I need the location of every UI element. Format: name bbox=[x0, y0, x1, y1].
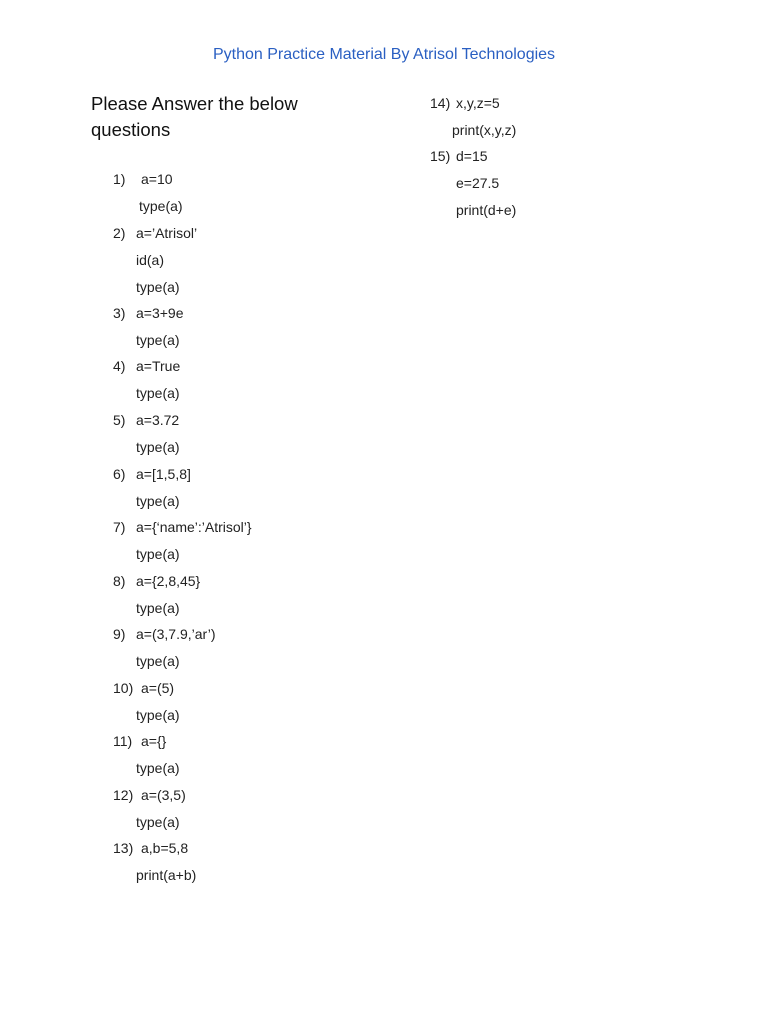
instructions-heading: Please Answer the below questions bbox=[91, 93, 298, 140]
code-line: type(a) bbox=[139, 198, 183, 214]
question-2 bbox=[113, 225, 198, 305]
code-line: print(a+b) bbox=[136, 867, 197, 883]
question-13 bbox=[113, 840, 197, 904]
code-line: a=(3,5) bbox=[141, 787, 186, 803]
code-line: a=’Atrisol’ bbox=[136, 225, 198, 241]
code-line: print(x,y,z) bbox=[452, 122, 517, 138]
question-number: 9) bbox=[113, 626, 126, 642]
code-line: a={‘name’:’Atrisol’} bbox=[136, 519, 252, 535]
code-line: a={2,8,45} bbox=[136, 573, 201, 589]
code-line: type(a) bbox=[136, 493, 180, 509]
code-line: a=True bbox=[136, 358, 181, 374]
document-title: Python Practice Material By Atrisol Technologies bbox=[212, 46, 556, 63]
code-line: d=15 bbox=[456, 148, 488, 164]
code-line: type(a) bbox=[136, 760, 180, 776]
code-line: a=(5) bbox=[141, 680, 175, 696]
question-number: 5) bbox=[113, 412, 126, 428]
code-line: type(a) bbox=[136, 600, 180, 616]
question-15 bbox=[430, 148, 517, 228]
code-line: a={} bbox=[141, 733, 167, 749]
code-line: a=(3,7.9,’ar’) bbox=[136, 626, 216, 642]
code-line: type(a) bbox=[136, 653, 180, 669]
question-number: 13) bbox=[113, 840, 134, 856]
question-number: 10) bbox=[113, 680, 134, 696]
code-line: type(a) bbox=[136, 385, 180, 401]
code-line: type(a) bbox=[136, 439, 180, 455]
code-line: type(a) bbox=[136, 707, 180, 723]
question-number: 14) bbox=[430, 95, 451, 111]
code-line: a=3.72 bbox=[136, 412, 180, 428]
code-line: type(a) bbox=[136, 546, 180, 562]
code-line: print(d+e) bbox=[456, 202, 517, 218]
code-line: a,b=5,8 bbox=[141, 840, 189, 856]
code-line: a=3+9e bbox=[136, 305, 184, 321]
code-line: type(a) bbox=[136, 279, 180, 295]
code-line: a=10 bbox=[141, 171, 173, 187]
question-number: 3) bbox=[113, 305, 126, 321]
question-number: 8) bbox=[113, 573, 126, 589]
question-number: 12) bbox=[113, 787, 134, 803]
question-number: 7) bbox=[113, 519, 126, 535]
question-number: 1) bbox=[113, 171, 126, 187]
question-number: 6) bbox=[113, 466, 126, 482]
question-number: 15) bbox=[430, 148, 451, 164]
code-line: id(a) bbox=[136, 252, 165, 268]
code-line: x,y,z=5 bbox=[456, 95, 500, 111]
question-number: 11) bbox=[113, 733, 133, 749]
code-line: type(a) bbox=[136, 332, 180, 348]
code-line: type(a) bbox=[136, 814, 180, 830]
code-line: a=[1,5,8] bbox=[136, 466, 191, 482]
question-number: 4) bbox=[113, 358, 126, 374]
code-line: e=27.5 bbox=[456, 175, 500, 191]
question-number: 2) bbox=[113, 225, 126, 241]
